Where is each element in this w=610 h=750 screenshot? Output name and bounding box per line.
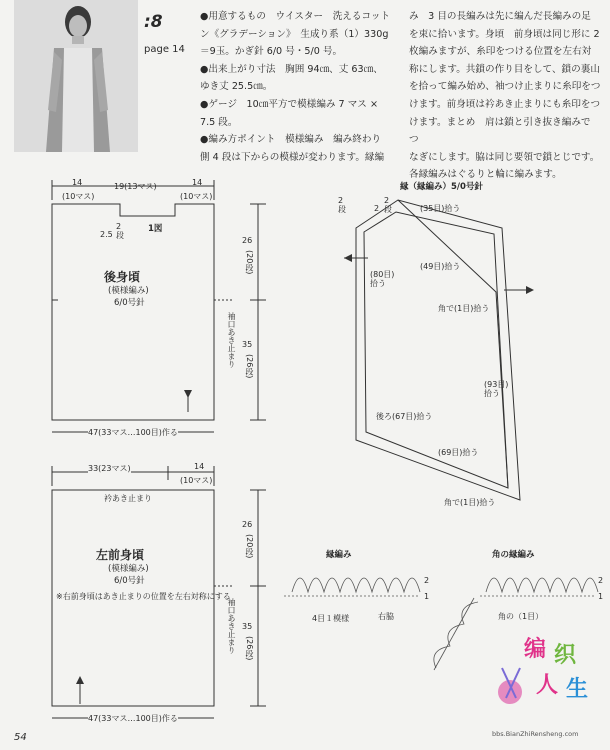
front-top-left-dim: 33(23マス) <box>88 464 131 473</box>
figure-label: 1図 <box>148 224 163 234</box>
text-line: を拾って編み始め、袖つけ止まりに糸印をつ <box>409 81 601 93</box>
text-line: なぎにします。脇は同じ要領で鎖とじです。 <box>409 151 600 163</box>
front-collar-note: 衿あき止まり <box>104 494 152 503</box>
front-body-title: 左前身頃 <box>96 548 145 562</box>
back-top-left-sub: (10マス) <box>62 192 95 201</box>
front-needle-label: 6/0号針 <box>114 576 145 586</box>
front-right-note: ※右前身頃はあき止まりの位置を左右対称にする <box>56 592 231 601</box>
edge-num-b: 2 <box>374 204 380 213</box>
text-line: けます。まとめ 肩は鎖と引き抜き編みで つ <box>409 116 591 146</box>
text-line: 称にします。共鎖の作り目をして、鎖の裏山 <box>409 63 600 75</box>
edge-pick-80: (80目) 拾う <box>370 270 395 288</box>
edge-pick-49: (49目)拾う <box>420 262 461 271</box>
back-top-right-sub: (10マス) <box>180 192 213 201</box>
corner-chart-title: 角の縁編み <box>492 550 535 560</box>
front-pattern-label: (模様編み) <box>108 564 149 574</box>
text-line: ●用意するもの ウイスター 洗えるコット <box>200 11 391 22</box>
watermark-char: 织 <box>554 643 577 668</box>
text-line: み 3 目の長編みは先に編んだ長編みの足 <box>409 11 591 22</box>
corner-row-2: 2 <box>598 576 604 585</box>
pattern-number: :8 <box>144 12 163 32</box>
front-side-lower-rows: (26段) <box>245 636 254 661</box>
front-side-lower-dim: 35 <box>242 622 253 631</box>
back-side-lower-rows: (26段) <box>245 354 254 379</box>
back-body-outline <box>52 204 214 420</box>
watermark-logo <box>492 632 602 744</box>
edging-chart-title: 縁編み <box>326 550 352 560</box>
edge-pick-93: (93目) 拾う <box>484 380 509 398</box>
text-line: 7.5 段。 <box>200 116 238 128</box>
watermark-char: 编 <box>524 637 547 662</box>
watermark-site: bbs.BianZhiRensheng.com <box>492 730 579 738</box>
back-pattern-label: (模様編み) <box>108 286 149 296</box>
corner-label: 角の（1目） <box>498 612 544 621</box>
back-sleeve-note: 袖口あき止まり <box>227 312 236 368</box>
edge-rows-a: 2 段 <box>338 196 346 214</box>
back-notch-dim: 2.5 <box>100 230 113 239</box>
page-number: 54 <box>14 732 27 743</box>
back-side-upper-dim: 26 <box>242 236 253 245</box>
front-bottom-dim: 47(33マス…100目)作る <box>88 714 178 723</box>
watermark-char: 人 <box>536 673 559 698</box>
front-sleeve-note: 袖口あき止まり <box>227 598 236 654</box>
edging-row-1: 1 <box>424 592 430 601</box>
front-side-upper-dim: 26 <box>242 520 253 529</box>
front-top-right-sub: (10マス) <box>180 476 213 485</box>
text-line: ＝9玉。かぎ針 6/0 号・5/0 号。 <box>200 46 343 58</box>
text-line: けます。前身頃は衿あき止まりにも糸印をつ <box>409 98 601 110</box>
back-side-lower-dim: 35 <box>242 340 253 349</box>
edging-repeat-label: 4目１模様 <box>312 614 350 623</box>
text-line: ●出来上がり寸法 胸囲 94㎝、丈 63㎝、 <box>200 63 383 75</box>
text-line: 側 4 段は下からの模様が変わります。縁編 <box>200 151 385 163</box>
text-line: 枚編みますが、糸印をつける位置を左右対 <box>409 46 592 58</box>
front-side-upper-rows: (20段) <box>245 534 254 559</box>
edging-side-label: 右脇 <box>378 612 394 621</box>
back-top-left-dim: 14 <box>72 178 83 187</box>
text-line: を束に拾います。身頃 前身頃は同じ形に 2 <box>409 28 600 40</box>
front-top-right-dim: 14 <box>194 462 205 471</box>
back-top-mid-dim: 19(13マス) <box>114 182 157 191</box>
edging-row-2: 2 <box>424 576 430 585</box>
back-bottom-dim: 47(33マス…100目)作る <box>88 428 178 437</box>
edge-corner-2: 角で(1目)拾う <box>444 498 496 507</box>
edge-pick-69: (69目)拾う <box>438 448 479 457</box>
text-line: ゆき丈 25.5㎝。 <box>200 81 273 93</box>
edge-corner-1: 角で(1目)拾う <box>438 304 490 313</box>
edge-rows-b: 2 段 <box>384 196 392 214</box>
edge-back-67: 後ろ(67目)拾う <box>376 412 433 421</box>
back-side-upper-rows: (20段) <box>245 250 254 275</box>
corner-row-1: 1 <box>598 592 604 601</box>
text-line: ●ゲージ 10㎝平方で模様編み 7 マス × <box>200 98 378 110</box>
yarn-ball-icon <box>492 662 532 708</box>
edge-title: 縁（縁編み）5/0号針 <box>400 182 483 192</box>
back-needle-label: 6/0号針 <box>114 298 145 308</box>
text-line: 各縁編みはぐるりと輪に編みます。 <box>409 169 562 181</box>
back-body-title: 後身頃 <box>104 270 141 284</box>
text-line: ン《グラデーション》 生成り系（1）330g <box>200 28 389 40</box>
back-notch-rows: 2 段 <box>116 222 124 240</box>
back-top-right-dim: 14 <box>192 178 203 187</box>
text-line: ●編み方ポイント 模様編み 編み終わり <box>200 134 382 146</box>
watermark-char: 生 <box>566 677 589 702</box>
page-reference: page 14 <box>144 44 185 55</box>
edge-pick-35: (35目)拾う <box>420 204 461 213</box>
